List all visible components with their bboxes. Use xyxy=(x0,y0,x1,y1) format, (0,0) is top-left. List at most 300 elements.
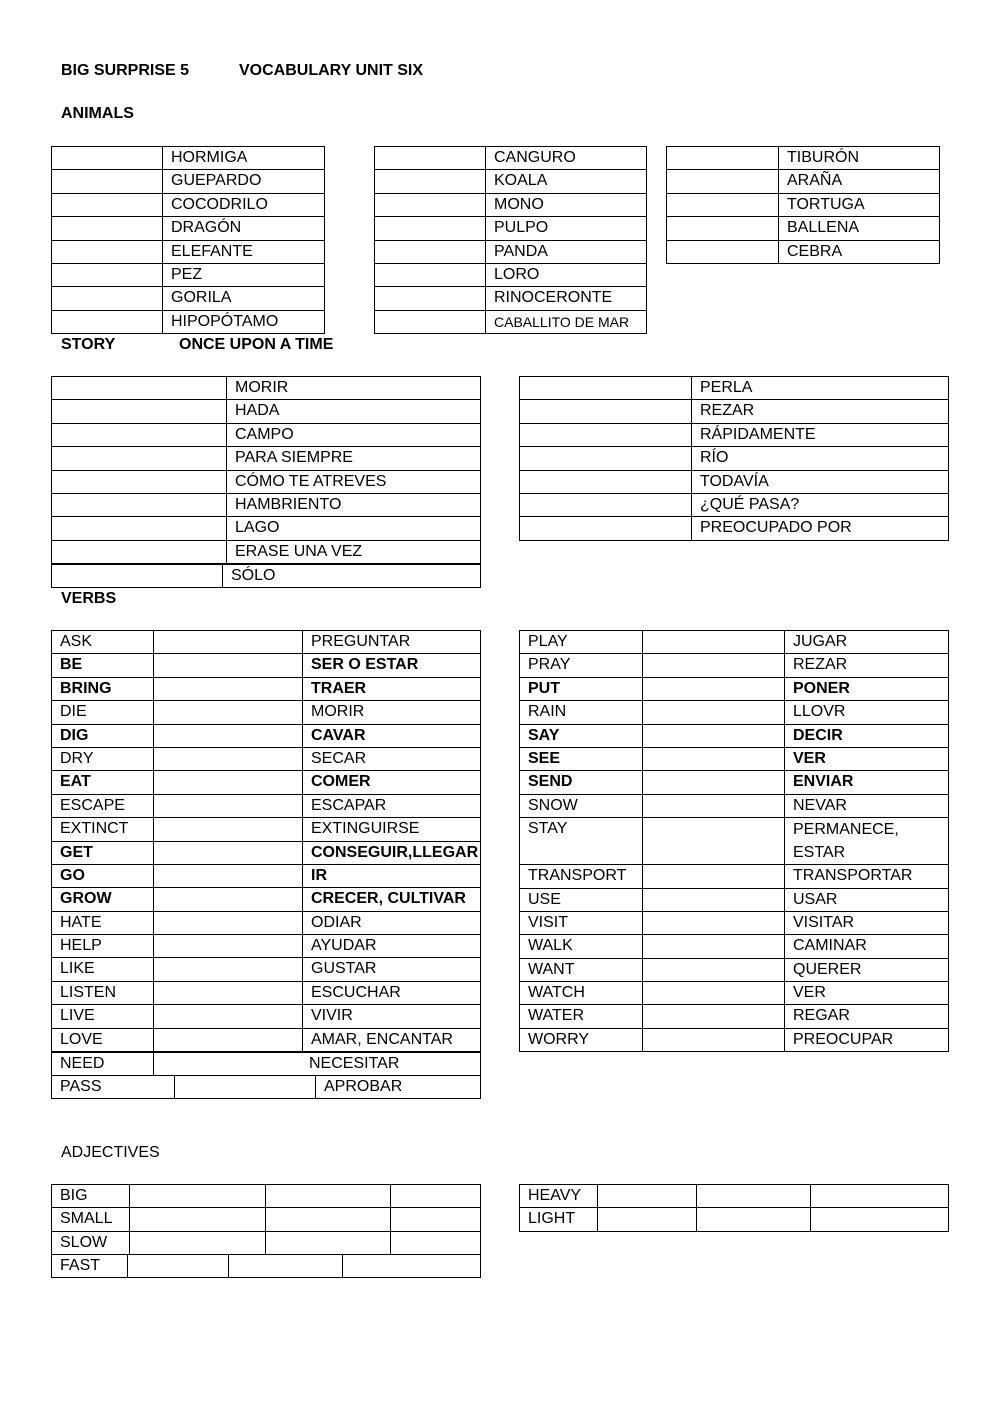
table-row xyxy=(667,170,940,193)
table-row xyxy=(52,1231,481,1254)
answer-cell[interactable] xyxy=(375,310,486,333)
table-row xyxy=(520,470,949,493)
answer-cell[interactable] xyxy=(266,1231,391,1254)
answer-cell[interactable] xyxy=(52,540,227,563)
adjective-word: HEAVY xyxy=(520,1185,598,1208)
table-row xyxy=(52,818,481,841)
answer-cell[interactable] xyxy=(154,771,303,794)
verb-es: SECAR xyxy=(303,747,481,770)
verb-es: LLOVR xyxy=(785,701,949,724)
answer-cell[interactable] xyxy=(52,310,163,333)
table-row xyxy=(52,400,481,423)
verb-en: SEND xyxy=(520,771,643,794)
verb-es: MORIR xyxy=(303,701,481,724)
table-row xyxy=(520,423,949,446)
verb-es: IR xyxy=(303,864,481,887)
answer-cell[interactable] xyxy=(667,240,779,263)
answer-cell[interactable] xyxy=(154,1028,303,1051)
table-row xyxy=(520,654,949,677)
adjective-word: BIG xyxy=(52,1185,130,1208)
verb-es: PONER xyxy=(785,677,949,700)
table-row xyxy=(52,1208,481,1231)
table-row xyxy=(375,240,647,263)
verb-en: EXTINCT xyxy=(52,818,154,841)
word-cell: CABALLITO DE MAR xyxy=(486,310,647,333)
word-cell: PULPO xyxy=(486,217,647,240)
verb-en: DIE xyxy=(52,701,154,724)
answer-cell[interactable] xyxy=(391,1231,481,1254)
verb-es: COMER xyxy=(303,771,481,794)
answer-cell[interactable] xyxy=(520,377,692,400)
answer-cell[interactable] xyxy=(175,1076,316,1099)
answer-cell[interactable] xyxy=(52,493,227,516)
verb-es: VISITAR xyxy=(785,911,949,934)
table-row xyxy=(52,493,481,516)
verb-en: USE xyxy=(520,888,643,911)
answer-cell[interactable] xyxy=(154,981,303,1004)
verb-en: BE xyxy=(52,654,154,677)
verb-en: GET xyxy=(52,841,154,864)
table-row xyxy=(52,377,481,400)
table-row xyxy=(52,517,481,540)
adjective-word: LIGHT xyxy=(520,1208,598,1231)
answer-cell[interactable] xyxy=(643,911,785,934)
verb-en: STAY xyxy=(520,818,643,865)
verb-es: ENVIAR xyxy=(785,771,949,794)
verb-en: WORRY xyxy=(520,1028,643,1051)
answer-cell[interactable] xyxy=(154,654,303,677)
table-row xyxy=(52,1005,481,1028)
verb-es: ESCUCHAR xyxy=(303,981,481,1004)
answer-cell[interactable] xyxy=(643,794,785,817)
word-cell: MONO xyxy=(486,193,647,216)
answer-cell[interactable] xyxy=(154,911,303,934)
table-row xyxy=(520,724,949,747)
word-cell: RÍO xyxy=(692,447,949,470)
verb-en: VISIT xyxy=(520,911,643,934)
word-cell: GORILA xyxy=(163,287,325,310)
table-row xyxy=(520,701,949,724)
table-row xyxy=(375,193,647,216)
verb-es: PREGUNTAR xyxy=(303,631,481,654)
answer-cell[interactable] xyxy=(667,217,779,240)
answer-cell[interactable] xyxy=(643,888,785,911)
answer-cell[interactable] xyxy=(52,240,163,263)
table-row xyxy=(52,147,325,170)
word-cell: HORMIGA xyxy=(163,147,325,170)
verbs-heading: VERBS xyxy=(61,590,117,607)
table-row xyxy=(52,217,325,240)
table-row xyxy=(520,935,949,958)
verb-es: TRANSPORTAR xyxy=(785,865,949,888)
verb-en: NEED xyxy=(52,1053,154,1076)
book-title: BIG SURPRISE 5 xyxy=(61,62,190,79)
verb-es: APROBAR xyxy=(316,1076,481,1099)
answer-cell[interactable] xyxy=(520,400,692,423)
table-row xyxy=(52,677,481,700)
answer-cell[interactable] xyxy=(643,654,785,677)
verbs-table-left-pass xyxy=(51,1075,481,1099)
adjectives-table-left xyxy=(51,1184,481,1255)
table-row xyxy=(520,747,949,770)
answer-cell[interactable] xyxy=(52,517,227,540)
answer-cell[interactable] xyxy=(154,958,303,981)
answer-cell[interactable] xyxy=(375,193,486,216)
answer-cell[interactable] xyxy=(643,724,785,747)
verb-es: VIVIR xyxy=(303,1005,481,1028)
verb-es: NECESITAR xyxy=(154,1053,481,1076)
verb-es: PREOCUPAR xyxy=(785,1028,949,1051)
adjective-word: SLOW xyxy=(52,1231,130,1254)
story-heading: STORY xyxy=(61,336,116,353)
answer-cell[interactable] xyxy=(52,565,223,588)
table-row xyxy=(52,747,481,770)
table-row xyxy=(375,263,647,286)
verb-en: PASS xyxy=(52,1076,175,1099)
answer-cell[interactable] xyxy=(643,958,785,981)
answer-cell[interactable] xyxy=(52,193,163,216)
verb-en: EAT xyxy=(52,771,154,794)
answer-cell[interactable] xyxy=(643,677,785,700)
animals-table-3 xyxy=(666,146,940,264)
verb-es: JUGAR xyxy=(785,631,949,654)
answer-cell[interactable] xyxy=(811,1208,949,1231)
story-subtitle: ONCE UPON A TIME xyxy=(179,336,334,353)
word-cell: GUEPARDO xyxy=(163,170,325,193)
word-cell: ¿QUÉ PASA? xyxy=(692,493,949,516)
verb-es: CAMINAR xyxy=(785,935,949,958)
verb-es: DECIR xyxy=(785,724,949,747)
verb-en: PRAY xyxy=(520,654,643,677)
answer-cell[interactable] xyxy=(375,240,486,263)
verb-en: GROW xyxy=(52,888,154,911)
table-row xyxy=(52,935,481,958)
verbs-table-left-need xyxy=(51,1052,481,1076)
answer-cell[interactable] xyxy=(520,447,692,470)
verb-es: REZAR xyxy=(785,654,949,677)
answer-cell[interactable] xyxy=(154,818,303,841)
answer-cell[interactable] xyxy=(643,1005,785,1028)
table-row xyxy=(375,287,647,310)
table-row xyxy=(375,217,647,240)
word-cell: CEBRA xyxy=(779,240,940,263)
table-row xyxy=(520,1028,949,1051)
answer-cell[interactable] xyxy=(154,841,303,864)
verb-en: HATE xyxy=(52,911,154,934)
answer-cell[interactable] xyxy=(667,170,779,193)
table-row xyxy=(52,193,325,216)
answer-cell[interactable] xyxy=(52,377,227,400)
table-row xyxy=(52,170,325,193)
table-row xyxy=(52,240,325,263)
verb-en: ASK xyxy=(52,631,154,654)
table-row xyxy=(52,423,481,446)
verb-en: WATCH xyxy=(520,982,643,1005)
word-cell: HAMBRIENTO xyxy=(227,493,481,516)
verb-en: SAY xyxy=(520,724,643,747)
word-cell: LAGO xyxy=(227,517,481,540)
answer-cell[interactable] xyxy=(811,1185,949,1208)
answer-cell[interactable] xyxy=(229,1255,343,1278)
table-row xyxy=(52,631,481,654)
table-row xyxy=(520,911,949,934)
verb-es: CRECER, CULTIVAR xyxy=(303,888,481,911)
verb-es: CONSEGUIR,LLEGAR xyxy=(303,841,481,864)
table-row xyxy=(520,447,949,470)
story-table-2 xyxy=(519,376,949,541)
table-row xyxy=(520,818,949,865)
answer-cell[interactable] xyxy=(154,747,303,770)
word-cell: ERASE UNA VEZ xyxy=(227,540,481,563)
table-row xyxy=(520,888,949,911)
word-cell: PERLA xyxy=(692,377,949,400)
table-row xyxy=(52,565,481,588)
word-cell: ELEFANTE xyxy=(163,240,325,263)
answer-cell[interactable] xyxy=(643,818,785,865)
answer-cell[interactable] xyxy=(343,1255,481,1278)
table-row xyxy=(520,1185,949,1208)
answer-cell[interactable] xyxy=(643,935,785,958)
word-cell: CANGURO xyxy=(486,147,647,170)
animals-table-2 xyxy=(374,146,647,334)
verb-en: BRING xyxy=(52,677,154,700)
animals-table-1 xyxy=(51,146,325,334)
table-row xyxy=(52,864,481,887)
word-cell: CAMPO xyxy=(227,423,481,446)
table-row xyxy=(52,1028,481,1051)
word-cell: PEZ xyxy=(163,263,325,286)
table-row xyxy=(52,771,481,794)
verb-es: CAVAR xyxy=(303,724,481,747)
table-row xyxy=(52,263,325,286)
answer-cell[interactable] xyxy=(667,147,779,170)
verbs-table-left xyxy=(51,630,481,1052)
answer-cell[interactable] xyxy=(130,1208,266,1231)
word-cell: LORO xyxy=(486,263,647,286)
table-row xyxy=(667,240,940,263)
answer-cell[interactable] xyxy=(520,470,692,493)
word-cell: DRAGÓN xyxy=(163,217,325,240)
word-cell: HADA xyxy=(227,400,481,423)
answer-cell[interactable] xyxy=(52,170,163,193)
table-row xyxy=(52,841,481,864)
answer-cell[interactable] xyxy=(643,771,785,794)
word-cell: SÓLO xyxy=(223,565,481,588)
answer-cell[interactable] xyxy=(154,888,303,911)
verb-en: TRANSPORT xyxy=(520,865,643,888)
answer-cell[interactable] xyxy=(130,1231,266,1254)
table-row xyxy=(52,794,481,817)
table-row xyxy=(520,400,949,423)
table-row xyxy=(52,958,481,981)
verb-es: PERMANECE, ESTAR xyxy=(785,818,949,865)
answer-cell[interactable] xyxy=(697,1208,811,1231)
table-row xyxy=(52,1076,481,1099)
answer-cell[interactable] xyxy=(391,1185,481,1208)
answer-cell[interactable] xyxy=(52,147,163,170)
table-row xyxy=(52,981,481,1004)
table-row xyxy=(52,287,325,310)
answer-cell[interactable] xyxy=(154,724,303,747)
answer-cell[interactable] xyxy=(375,217,486,240)
verb-es: TRAER xyxy=(303,677,481,700)
answer-cell[interactable] xyxy=(52,470,227,493)
verb-en: DRY xyxy=(52,747,154,770)
table-row xyxy=(52,447,481,470)
verb-en: GO xyxy=(52,864,154,887)
answer-cell[interactable] xyxy=(52,263,163,286)
word-cell: MORIR xyxy=(227,377,481,400)
table-row xyxy=(520,631,949,654)
verb-es: VER xyxy=(785,747,949,770)
verb-en: WATER xyxy=(520,1005,643,1028)
verb-es: AYUDAR xyxy=(303,935,481,958)
word-cell: TODAVÍA xyxy=(692,470,949,493)
adjectives-table-right xyxy=(519,1184,949,1232)
table-row xyxy=(520,771,949,794)
table-row xyxy=(520,794,949,817)
answer-cell[interactable] xyxy=(643,982,785,1005)
verb-en: WALK xyxy=(520,935,643,958)
word-cell: TIBURÓN xyxy=(779,147,940,170)
verb-en: HELP xyxy=(52,935,154,958)
story-table-1-last xyxy=(51,564,481,588)
answer-cell[interactable] xyxy=(375,287,486,310)
table-row xyxy=(667,217,940,240)
table-row xyxy=(667,147,940,170)
table-row xyxy=(520,958,949,981)
table-row xyxy=(520,982,949,1005)
table-row xyxy=(667,193,940,216)
answer-cell[interactable] xyxy=(391,1208,481,1231)
answer-cell[interactable] xyxy=(130,1185,266,1208)
answer-cell[interactable] xyxy=(375,147,486,170)
answer-cell[interactable] xyxy=(154,631,303,654)
answer-cell[interactable] xyxy=(520,517,692,540)
verb-es: AMAR, ENCANTAR xyxy=(303,1028,481,1051)
verb-en: LISTEN xyxy=(52,981,154,1004)
table-row xyxy=(52,724,481,747)
verb-es: SER O ESTAR xyxy=(303,654,481,677)
verb-es: GUSTAR xyxy=(303,958,481,981)
verb-es: ODIAR xyxy=(303,911,481,934)
word-cell: PREOCUPADO POR xyxy=(692,517,949,540)
table-row xyxy=(520,677,949,700)
answer-cell[interactable] xyxy=(643,865,785,888)
word-cell: KOALA xyxy=(486,170,647,193)
answer-cell[interactable] xyxy=(598,1185,697,1208)
word-cell: PANDA xyxy=(486,240,647,263)
verb-en: DIG xyxy=(52,724,154,747)
verb-en: LIKE xyxy=(52,958,154,981)
adjective-word: SMALL xyxy=(52,1208,130,1231)
answer-cell[interactable] xyxy=(643,1028,785,1051)
verb-es: NEVAR xyxy=(785,794,949,817)
verb-en: ESCAPE xyxy=(52,794,154,817)
table-row xyxy=(52,1255,481,1278)
table-row xyxy=(52,1185,481,1208)
answer-cell[interactable] xyxy=(520,493,692,516)
answer-cell[interactable] xyxy=(266,1185,391,1208)
answer-cell[interactable] xyxy=(52,423,227,446)
answer-cell[interactable] xyxy=(52,287,163,310)
word-cell: PARA SIEMPRE xyxy=(227,447,481,470)
verb-en: WANT xyxy=(520,958,643,981)
answer-cell[interactable] xyxy=(154,935,303,958)
verb-en: LIVE xyxy=(52,1005,154,1028)
table-row xyxy=(52,888,481,911)
verb-es: USAR xyxy=(785,888,949,911)
table-row xyxy=(52,1053,481,1076)
verb-en: LOVE xyxy=(52,1028,154,1051)
answer-cell[interactable] xyxy=(154,1005,303,1028)
answer-cell[interactable] xyxy=(667,193,779,216)
table-row xyxy=(375,147,647,170)
answer-cell[interactable] xyxy=(697,1185,811,1208)
answer-cell[interactable] xyxy=(375,263,486,286)
adjectives-heading: ADJECTIVES xyxy=(61,1144,160,1161)
table-row xyxy=(375,170,647,193)
answer-cell[interactable] xyxy=(52,447,227,470)
word-cell: ARAÑA xyxy=(779,170,940,193)
table-row xyxy=(520,493,949,516)
verbs-table-right xyxy=(519,630,949,1052)
table-row xyxy=(520,1208,949,1231)
table-row xyxy=(520,865,949,888)
answer-cell[interactable] xyxy=(52,217,163,240)
table-row xyxy=(52,540,481,563)
answer-cell[interactable] xyxy=(643,631,785,654)
answer-cell[interactable] xyxy=(266,1208,391,1231)
table-row xyxy=(52,654,481,677)
answer-cell[interactable] xyxy=(154,677,303,700)
verb-en: SEE xyxy=(520,747,643,770)
verb-es: REGAR xyxy=(785,1005,949,1028)
answer-cell[interactable] xyxy=(598,1208,697,1231)
answer-cell[interactable] xyxy=(643,747,785,770)
verb-es: ESCAPAR xyxy=(303,794,481,817)
answer-cell[interactable] xyxy=(52,400,227,423)
answer-cell[interactable] xyxy=(154,701,303,724)
table-row xyxy=(375,310,647,333)
answer-cell[interactable] xyxy=(154,794,303,817)
word-cell: RÁPIDAMENTE xyxy=(692,423,949,446)
verb-en: SNOW xyxy=(520,794,643,817)
answer-cell[interactable] xyxy=(643,701,785,724)
table-row xyxy=(52,701,481,724)
table-row xyxy=(520,1005,949,1028)
answer-cell[interactable] xyxy=(128,1255,229,1278)
animals-heading: ANIMALS xyxy=(61,105,134,122)
adjective-word: FAST xyxy=(52,1255,128,1278)
word-cell: HIPOPÓTAMO xyxy=(163,310,325,333)
verb-es: EXTINGUIRSE xyxy=(303,818,481,841)
table-row xyxy=(520,377,949,400)
word-cell: RINOCERONTE xyxy=(486,287,647,310)
word-cell: CÓMO TE ATREVES xyxy=(227,470,481,493)
answer-cell[interactable] xyxy=(154,864,303,887)
adjectives-table-left-fast xyxy=(51,1254,481,1278)
verb-es: QUERER xyxy=(785,958,949,981)
verb-en: PUT xyxy=(520,677,643,700)
table-row xyxy=(52,911,481,934)
page-title: VOCABULARY UNIT SIX xyxy=(239,62,424,79)
word-cell: REZAR xyxy=(692,400,949,423)
word-cell: COCODRILO xyxy=(163,193,325,216)
word-cell: TORTUGA xyxy=(779,193,940,216)
answer-cell[interactable] xyxy=(375,170,486,193)
answer-cell[interactable] xyxy=(520,423,692,446)
